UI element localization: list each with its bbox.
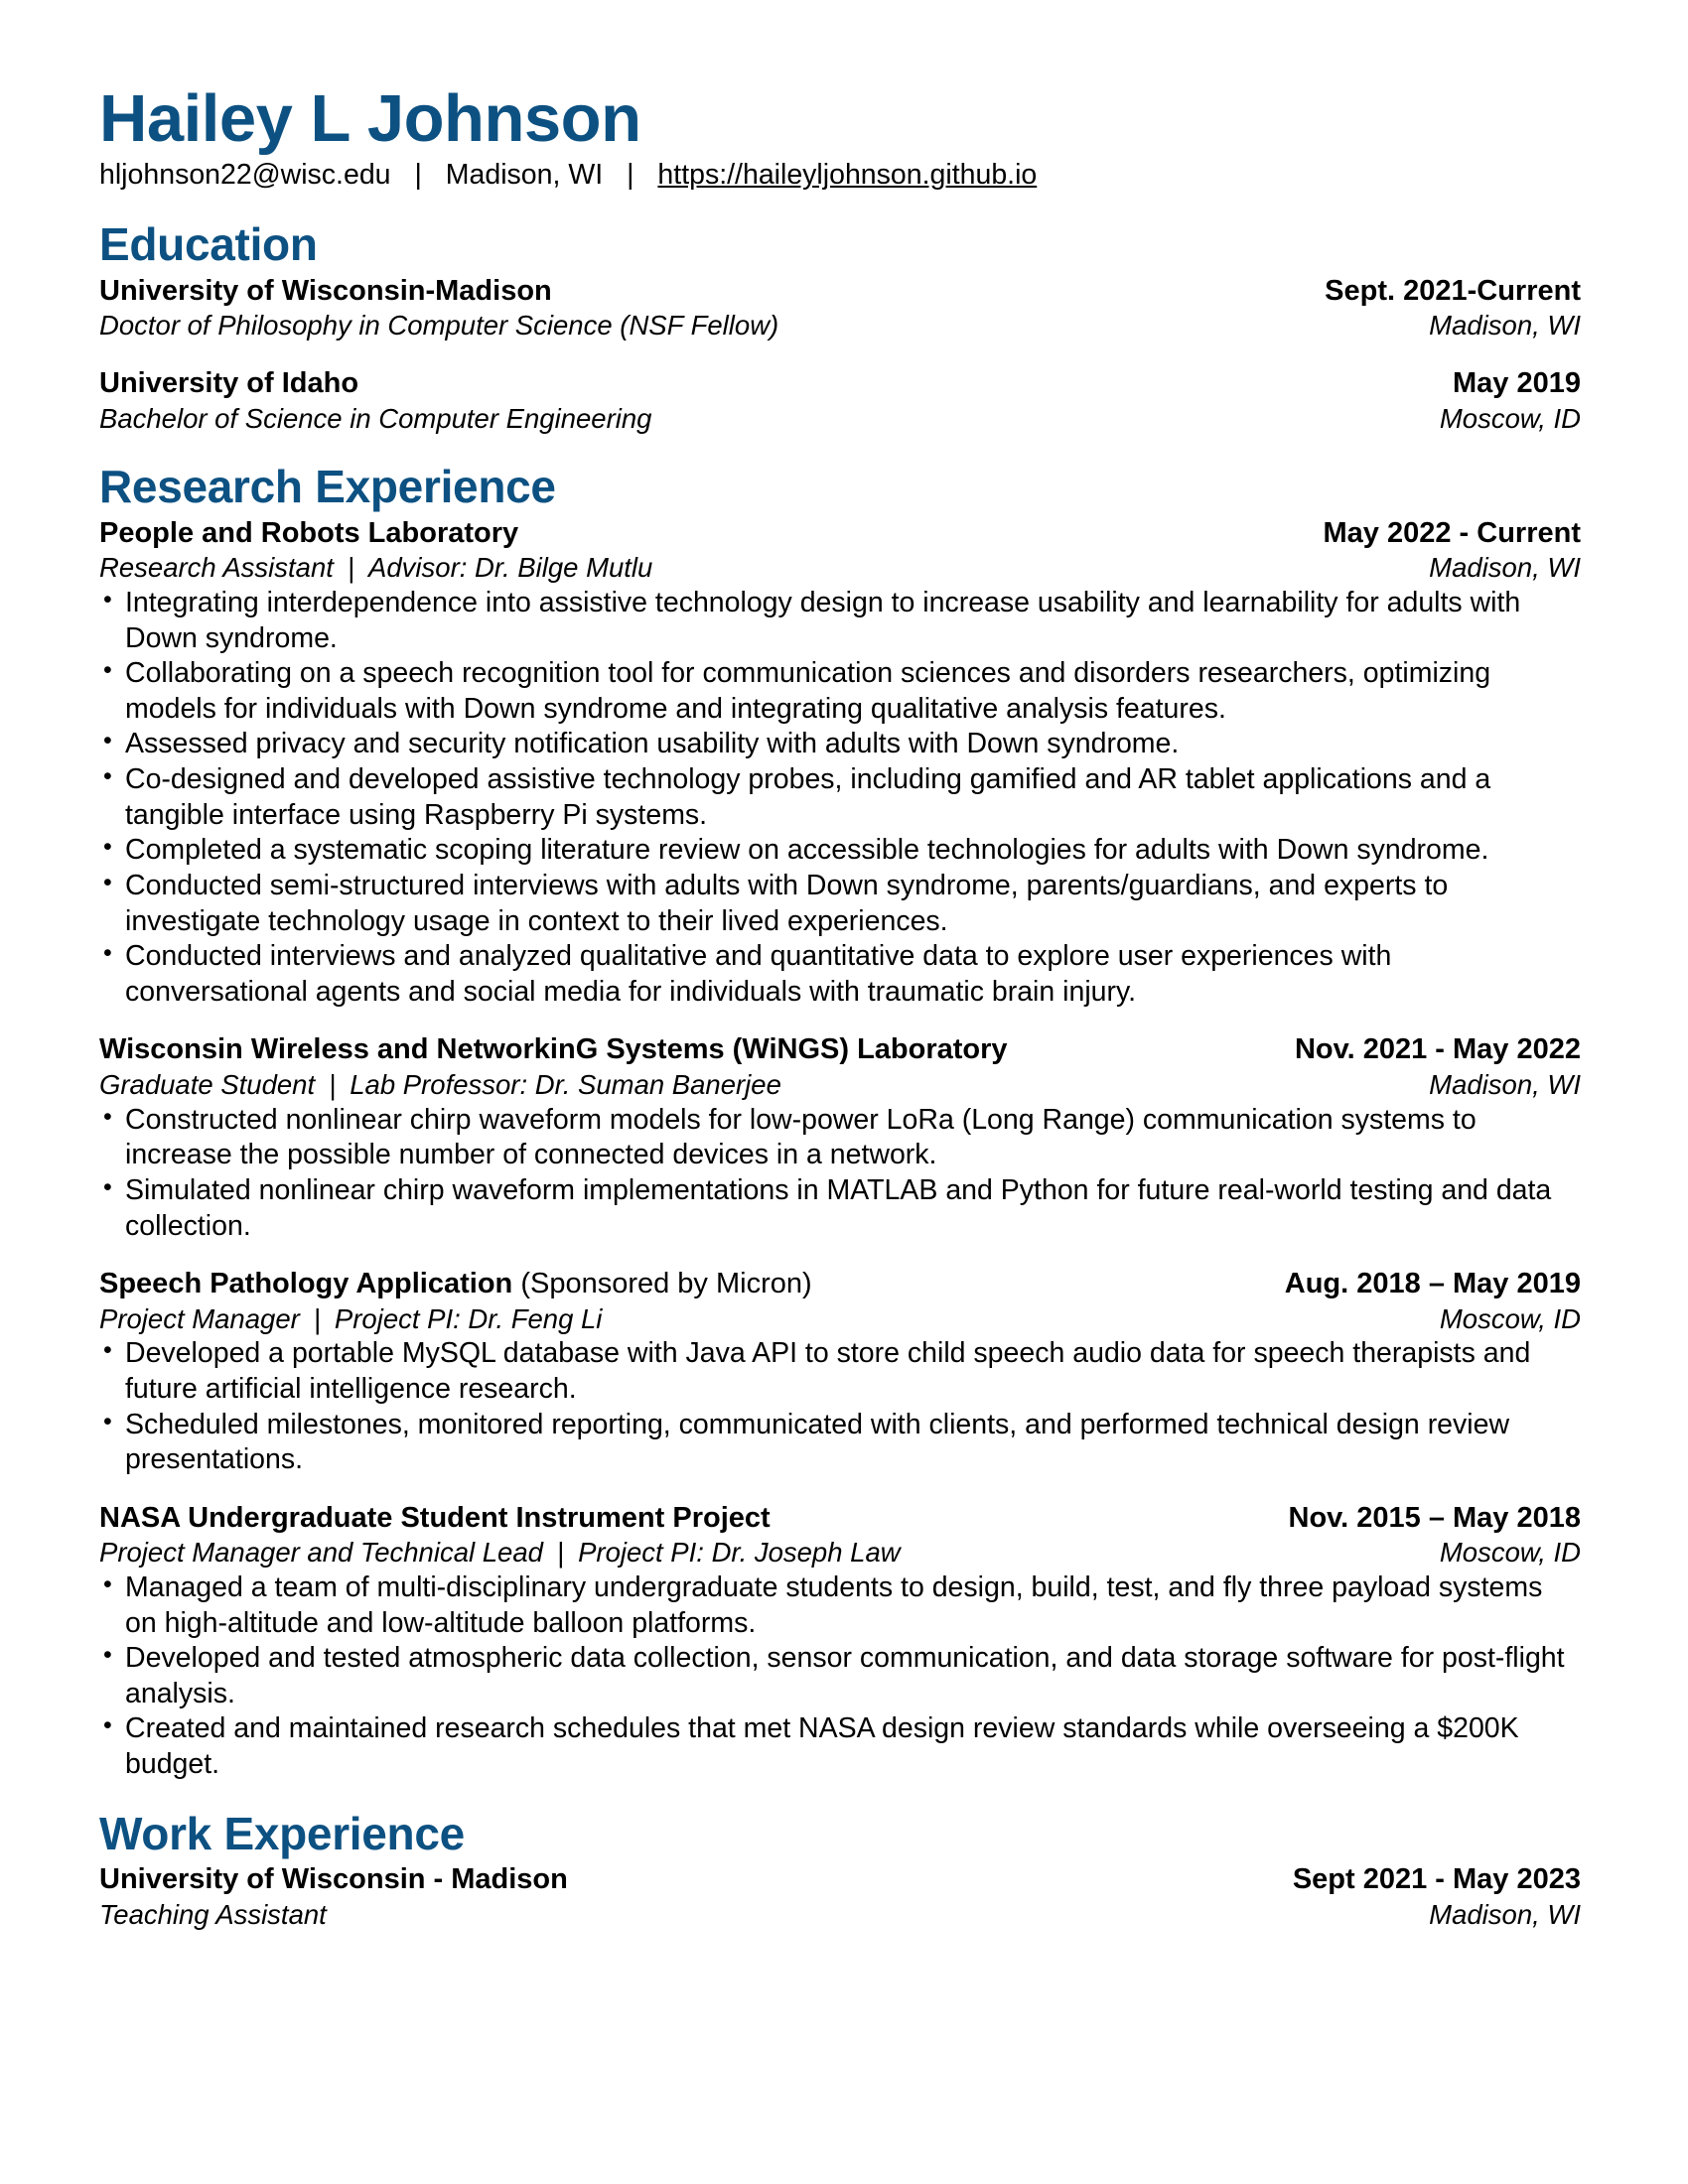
entry-advisor: Advisor: Dr. Bilge Mutlu: [368, 552, 653, 584]
entry-title-row: [99, 1861, 1581, 1898]
entry-title: [99, 515, 518, 552]
entry-title: [99, 1861, 568, 1898]
entry-role: Research Assistant: [99, 552, 334, 584]
entry-subtitle-separator: |: [329, 1068, 337, 1100]
section-heading: Research Experience: [99, 461, 556, 513]
entry-date: Nov. 2015 – May 2018: [1288, 1501, 1581, 1534]
page-title: Hailey L Johnson: [99, 81, 641, 156]
entry-bullet-list: [99, 586, 1581, 1011]
entry-advisor: Project PI: Dr. Feng Li: [334, 1302, 603, 1334]
bullet-item: • Collaborating on a speech recognition tool for communication sciences and disorders researchers, optimizing models for individuals with Down syndrome and integrating qualitative analysis features.: [99, 656, 1581, 727]
bullet-item: • Conducted semi-structured interviews with adults with Down syndrome, parents/guardians, and experts to investigate technology usage in context to their lived experiences.: [99, 869, 1581, 939]
bullet-item: • Developed a portable MySQL database with Java API to store child speech audio data for speech therapists and future artificial intelligence research.: [99, 1336, 1581, 1407]
entry-title-row: [99, 365, 1581, 402]
entry-title: [99, 273, 552, 310]
entry-date: Sept 2021 - May 2023: [1292, 1863, 1581, 1896]
entry-location: Madison, WI: [1429, 1068, 1581, 1100]
entry-role: Graduate Student: [99, 1068, 316, 1100]
entry-location: Madison, WI: [1429, 552, 1581, 584]
entry-subtitle: [99, 1302, 602, 1337]
bullet-item: • Managed a team of multi-disciplinary undergraduate students to design, build, test, and fly three payload systems on high-altitude and low-altitude balloon platforms.: [99, 1570, 1581, 1641]
entry-subtitle-separator: |: [556, 1537, 565, 1569]
entry-title: [99, 1031, 1008, 1068]
entry-title-main: University of Wisconsin-Madison: [99, 274, 552, 307]
entry-location: Moscow, ID: [1439, 402, 1581, 434]
bullet-item: • Integrating interdependence into assistive technology design to increase usability and learnability for adults with Down syndrome.: [99, 586, 1581, 656]
entry-title-note: (Sponsored by Micron): [512, 1268, 812, 1300]
entry-title-row: [99, 273, 1581, 310]
entry-subtitle: [99, 309, 778, 343]
experience-entry: [99, 1500, 1581, 1783]
entry-subtitle-row: [99, 402, 1581, 437]
entry-subtitle: [99, 1536, 901, 1570]
entry-title-row: [99, 515, 1581, 552]
entry-title: [99, 365, 358, 402]
entry-subtitle-separator: |: [313, 1302, 321, 1334]
entry-title-row: [99, 1266, 1581, 1302]
entry-advisor: Project PI: Dr. Joseph Law: [578, 1537, 901, 1569]
entry-title-main: University of Idaho: [99, 367, 359, 400]
entry-title-main: People and Robots Laboratory: [99, 516, 519, 549]
entry-location: Moscow, ID: [1439, 1537, 1581, 1569]
entry-location: Moscow, ID: [1439, 1302, 1581, 1334]
experience-entry: [99, 515, 1581, 1011]
entry-date: Aug. 2018 – May 2019: [1284, 1268, 1581, 1300]
entry-subtitle: [99, 1898, 327, 1933]
entry-date: Nov. 2021 - May 2022: [1294, 1033, 1581, 1066]
bullet-item: • Conducted interviews and analyzed qualitative and quantitative data to explore user experiences with conversational agents and social media for individuals with traumatic brain injury.: [99, 939, 1581, 1010]
entry-title-main: Wisconsin Wireless and NetworkinG Systems (WiNGS) Laboratory: [99, 1033, 1008, 1066]
section-heading: Work Experience: [99, 1807, 465, 1859]
entry-role: Project Manager and Technical Lead: [99, 1537, 543, 1569]
entry-bullet-list: [99, 1570, 1581, 1783]
entry-subtitle-row: [99, 309, 1581, 343]
bullet-item: • Simulated nonlinear chirp waveform implementations in MATLAB and Python for future real-world testing and data collection.: [99, 1173, 1581, 1244]
entry-subtitle: [99, 1068, 781, 1103]
entry-bullet-list: [99, 1336, 1581, 1478]
entry-role: Bachelor of Science in Computer Engineering: [99, 402, 652, 434]
entry-location: Madison, WI: [1429, 1898, 1581, 1930]
entry-title: [99, 1500, 771, 1537]
location-text: Madison, WI: [445, 159, 604, 192]
entry-role: Project Manager: [99, 1302, 300, 1334]
bullet-item: • Co-designed and developed assistive technology probes, including gamified and AR tablet applications and a tangible interface using Raspberry Pi systems.: [99, 762, 1581, 833]
bullet-item: • Assessed privacy and security notification usability with adults with Down syndrome.: [99, 727, 1581, 762]
experience-entry: [99, 273, 1581, 343]
entry-location: Madison, WI: [1429, 310, 1581, 341]
experience-entry: [99, 365, 1581, 436]
website-link[interactable]: https://haileyljohnson.github.io: [657, 159, 1038, 192]
experience-entry: [99, 1031, 1581, 1244]
bullet-item: • Scheduled milestones, monitored reporting, communicated with clients, and performed technical design review presentations.: [99, 1408, 1581, 1478]
entry-role: Doctor of Philosophy in Computer Science (NSF Fellow): [99, 310, 779, 341]
entry-role: Teaching Assistant: [99, 1898, 327, 1930]
bullet-item: • Created and maintained research schedules that met NASA design review standards while overseeing a $200K budget.: [99, 1711, 1581, 1782]
bullet-item: • Constructed nonlinear chirp waveform models for low-power LoRa (Long Range) communication systems to increase the possible number of connected devices in a network.: [99, 1103, 1581, 1173]
resume-header: [99, 83, 1581, 194]
resume-sections: [99, 219, 1581, 1932]
entry-advisor: Lab Professor: Dr. Suman Banerjee: [350, 1068, 781, 1100]
entry-subtitle-row: [99, 1068, 1581, 1103]
bullet-item: • Completed a systematic scoping literature review on accessible technologies for adults with Down syndrome.: [99, 833, 1581, 869]
entry-title: [99, 1266, 812, 1302]
bullet-item: • Developed and tested atmospheric data collection, sensor communication, and data storage software for post-flight analysis.: [99, 1641, 1581, 1711]
entry-title-row: [99, 1500, 1581, 1537]
entry-title-row: [99, 1031, 1581, 1068]
entry-date: May 2022 - Current: [1323, 516, 1581, 549]
entry-subtitle-separator: |: [347, 552, 355, 584]
entry-title-main: Speech Pathology Application: [99, 1268, 513, 1300]
email-text: hljohnson22@wisc.edu: [99, 159, 391, 192]
entry-date: May 2019: [1453, 367, 1581, 400]
entry-title-main: NASA Undergraduate Student Instrument Project: [99, 1501, 771, 1534]
contact-separator-2: |: [627, 159, 634, 192]
entry-subtitle-row: [99, 1536, 1581, 1570]
experience-entry: [99, 1861, 1581, 1932]
contact-separator-1: |: [414, 159, 422, 192]
contact-line: [99, 157, 1581, 194]
entry-bullet-list: [99, 1103, 1581, 1245]
experience-entry: [99, 1266, 1581, 1478]
entry-subtitle: [99, 402, 651, 437]
entry-title-main: University of Wisconsin - Madison: [99, 1863, 568, 1896]
entry-subtitle-row: [99, 1898, 1581, 1933]
entry-date: Sept. 2021-Current: [1325, 274, 1581, 307]
entry-subtitle-row: [99, 1302, 1581, 1337]
section-heading: Education: [99, 218, 318, 271]
entry-subtitle: [99, 551, 652, 586]
entry-subtitle-row: [99, 551, 1581, 586]
